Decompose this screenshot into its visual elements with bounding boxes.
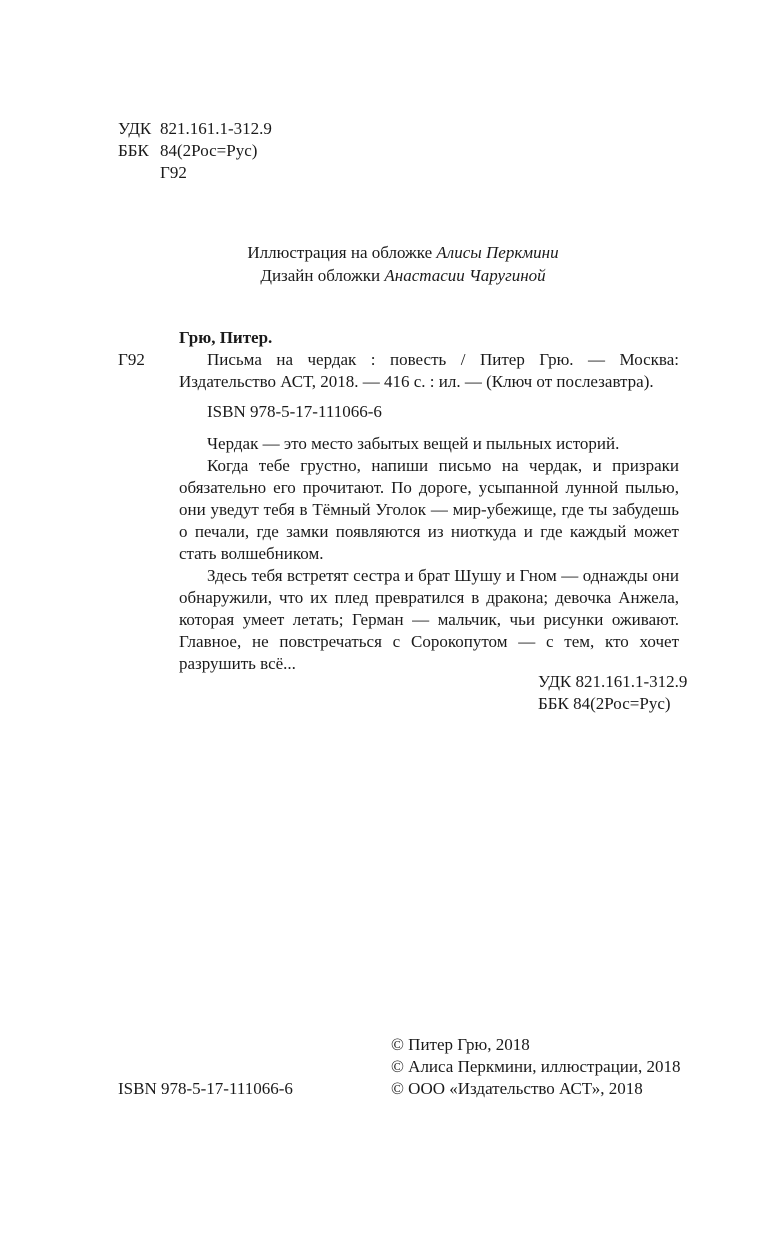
annotation-paragraph-3: Здесь тебя встретят сестра и брат Шушу и Гном — однажды они обнаружили, что их плед превратился в дракона; девочка Анжела, которая умеет летать; Герман — мальчик, чьи рисунки оживают. Главное, не повстречаться с Сорокопутом — с тем, кто хочет разрушить всё...: [179, 566, 679, 673]
designer-name: Анастасии Чаругиной: [384, 266, 546, 285]
author-mark-line: [118, 162, 272, 184]
bbk-value: 84(2Рос=Рус): [160, 141, 258, 160]
bottom-isbn: ISBN 978-5-17-111066-6: [118, 1079, 293, 1098]
design-prefix: Дизайн обложки: [260, 266, 381, 285]
udk-line: [118, 118, 272, 140]
bbk-label: ББК: [118, 141, 149, 160]
cover-credits: [0, 241, 768, 287]
catalog-isbn: ISBN 978-5-17-111066-6: [207, 402, 382, 421]
annotation-paragraph-1: Чердак — это место забытых вещей и пыльных историй.: [207, 434, 620, 453]
udk-label: УДК: [118, 119, 152, 138]
catalog-side-mark: Г92: [118, 350, 145, 369]
author-heading: Грю, Питер.: [179, 328, 273, 347]
header-codes: [118, 118, 272, 184]
author-mark: Г92: [160, 163, 187, 182]
copyright-illustrator: © Алиса Перкмини, иллюстрации, 2018: [391, 1057, 681, 1076]
illustrator-name: Алисы Перкмини: [436, 243, 559, 262]
annotation: [179, 433, 679, 675]
copyright-publisher: © ООО «Издательство АСТ», 2018: [391, 1079, 643, 1098]
design-credit: [38, 264, 768, 287]
annotation-paragraph-2: Когда тебе грустно, напиши письмо на чердак, и призраки обязательно его прочитают. По дороге, усыпанной лунной пылью, они уведут тебя в Тёмный Уголок — мир-убежище, где ты забудешь о печали, где замки появляются из ниоткуда и где каждый может стать волшебником.: [179, 456, 679, 563]
footer-udk: УДК 821.161.1-312.9: [538, 672, 688, 691]
footer-bbk: ББК 84(2Рос=Рус): [538, 694, 671, 713]
catalog-entry: Письма на чердак : повесть / Питер Грю. — Москва: Издательство АСТ, 2018. — 416 с. : ил. — (Ключ от послезавтра).: [179, 350, 679, 391]
illustration-credit: [38, 241, 768, 264]
bbk-line: [118, 140, 272, 162]
copyright-author: © Питер Грю, 2018: [391, 1035, 530, 1054]
illustration-prefix: Иллюстрация на обложке: [247, 243, 433, 262]
udk-value: 821.161.1-312.9: [160, 119, 272, 138]
copyright-block: [391, 1034, 681, 1100]
footer-codes: [538, 671, 687, 715]
